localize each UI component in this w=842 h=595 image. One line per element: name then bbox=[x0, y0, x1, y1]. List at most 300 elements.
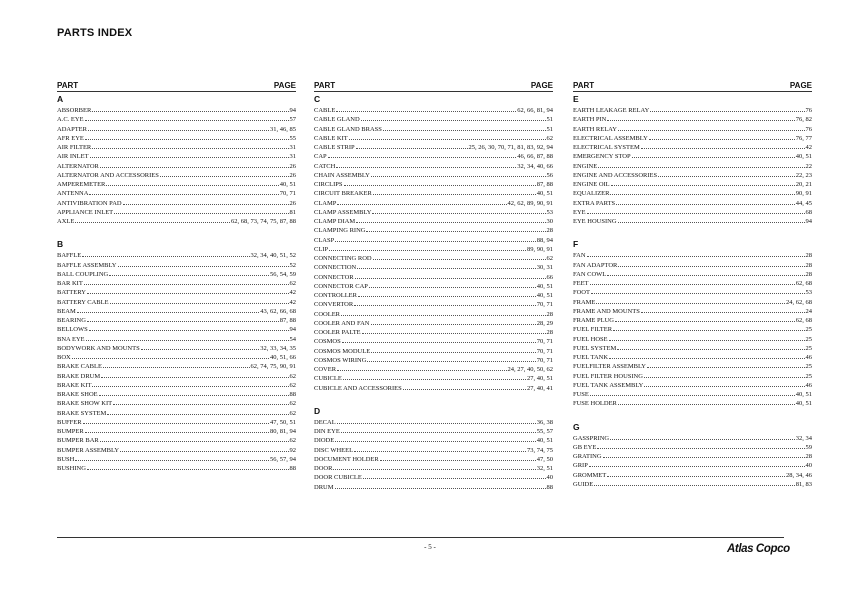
dot-leader bbox=[100, 435, 289, 442]
part-name: EXTRA PARTS bbox=[573, 199, 616, 207]
index-entry bbox=[314, 235, 553, 244]
part-name: FAN ADAPTOR bbox=[573, 261, 618, 269]
page-refs: 62, 74, 75, 90, 91 bbox=[250, 363, 296, 371]
index-entry bbox=[57, 278, 296, 287]
dot-leader bbox=[337, 198, 506, 205]
part-name: BATTERY CABLE bbox=[57, 298, 109, 306]
part-name: CONNECTOR CAP bbox=[314, 282, 368, 290]
page-refs: 42 bbox=[289, 289, 296, 297]
dot-leader bbox=[607, 269, 804, 276]
part-name: CABLE bbox=[314, 107, 336, 114]
dot-leader bbox=[610, 188, 794, 195]
index-entry bbox=[573, 133, 812, 142]
part-name: BOX bbox=[57, 354, 71, 361]
page-refs: 57 bbox=[289, 116, 296, 124]
page-refs: 51 bbox=[546, 116, 553, 124]
part-name: EYE bbox=[573, 208, 586, 216]
dot-leader bbox=[594, 479, 795, 486]
dot-leader bbox=[615, 315, 795, 322]
page-refs: 27, 40, 51 bbox=[527, 375, 553, 383]
page-refs: 32, 33, 34, 35 bbox=[260, 344, 296, 352]
page-header: PAGE bbox=[273, 81, 296, 90]
index-entry bbox=[573, 287, 812, 296]
section-gap bbox=[57, 225, 296, 237]
page-refs: 55, 57 bbox=[536, 428, 553, 435]
page-refs: 76 bbox=[805, 125, 812, 133]
index-entry bbox=[573, 389, 812, 398]
dot-leader bbox=[103, 361, 250, 368]
dot-leader bbox=[607, 114, 794, 121]
part-name: FUEL FILTER bbox=[573, 326, 613, 334]
part-name: BRAKE SHOW KIT bbox=[57, 400, 113, 408]
index-entry bbox=[573, 306, 812, 315]
index-entry bbox=[57, 133, 296, 142]
page-refs: 26 bbox=[289, 171, 296, 179]
dot-leader bbox=[92, 105, 288, 112]
index-entry bbox=[57, 260, 296, 269]
part-name: DOOR CUBICLE bbox=[314, 474, 362, 482]
page-refs: 56, 54, 59 bbox=[270, 270, 296, 278]
part-name: BUFFER bbox=[57, 418, 82, 426]
dot-leader bbox=[87, 315, 279, 322]
index-entry bbox=[57, 170, 296, 179]
index-entry bbox=[573, 451, 812, 460]
part-name: BUSHING bbox=[57, 465, 86, 472]
index-column-3 bbox=[573, 81, 812, 488]
index-entry bbox=[57, 334, 296, 343]
part-name: BRAKE KIT bbox=[57, 381, 92, 389]
index-entry bbox=[314, 262, 553, 271]
index-sections bbox=[573, 94, 812, 488]
page-refs: 31 bbox=[289, 144, 296, 151]
header-rule bbox=[314, 91, 553, 92]
dot-leader bbox=[363, 472, 546, 479]
dot-leader bbox=[589, 460, 805, 467]
index-entry bbox=[573, 179, 812, 188]
header-rule bbox=[57, 91, 296, 92]
index-entry bbox=[314, 272, 553, 281]
index-entry bbox=[573, 207, 812, 216]
part-name: AIR FILTER bbox=[57, 144, 92, 151]
page-refs: 28 bbox=[805, 261, 812, 269]
page-refs: 31, 46, 85 bbox=[270, 125, 296, 133]
page-refs: 40 bbox=[805, 462, 812, 470]
section-letter: G bbox=[573, 421, 580, 432]
part-name: DISC WHEEL bbox=[314, 446, 354, 454]
index-entry bbox=[573, 380, 812, 389]
part-name: CONNECTING ROD bbox=[314, 255, 372, 262]
part-name: CUBICLE AND ACCESSORIES bbox=[314, 384, 402, 392]
index-entry bbox=[57, 250, 296, 259]
part-name: BODYWORK AND MOUNTS bbox=[57, 344, 140, 352]
dot-leader bbox=[641, 306, 805, 313]
page-refs: 62, 68 bbox=[795, 280, 812, 287]
index-entry bbox=[314, 417, 553, 426]
section-letter: C bbox=[314, 94, 321, 104]
page-refs: 47, 50 bbox=[536, 455, 553, 463]
index-entry bbox=[314, 124, 553, 133]
index-entry bbox=[314, 188, 553, 197]
index-entry bbox=[314, 309, 553, 318]
dot-leader bbox=[613, 324, 804, 331]
index-entry bbox=[57, 315, 296, 324]
part-name: ELECTRICAL SYSTEM bbox=[573, 144, 640, 151]
index-entry bbox=[573, 398, 812, 407]
page-refs: 26 bbox=[289, 162, 296, 170]
page-refs: 40, 51 bbox=[536, 282, 553, 290]
page-refs: 40, 51 bbox=[795, 391, 812, 398]
index-entry bbox=[57, 198, 296, 207]
part-name: BNA EYE bbox=[57, 335, 85, 343]
page-refs: 42 bbox=[289, 298, 296, 306]
index-sections bbox=[314, 94, 553, 491]
index-entry bbox=[314, 472, 553, 481]
page-refs: 53 bbox=[805, 289, 812, 297]
page-refs: 62 bbox=[289, 409, 296, 417]
dot-leader bbox=[99, 389, 289, 396]
page-refs: 32, 34, 40, 66 bbox=[517, 162, 553, 170]
page-refs: 81, 83 bbox=[795, 480, 812, 488]
page-refs: 46 bbox=[805, 354, 812, 361]
page-refs: 42 bbox=[805, 144, 812, 151]
part-name: CLASP bbox=[314, 236, 335, 244]
page-refs: 47, 50, 51 bbox=[270, 418, 296, 426]
index-entry bbox=[573, 433, 812, 442]
dot-leader bbox=[403, 383, 526, 390]
dot-leader bbox=[328, 151, 517, 158]
part-name: BEARING bbox=[57, 317, 86, 324]
index-entry bbox=[57, 269, 296, 278]
index-entry bbox=[57, 417, 296, 426]
part-name: ENGINE bbox=[573, 162, 598, 170]
part-name: BELLOWS bbox=[57, 326, 88, 334]
dot-leader bbox=[349, 133, 546, 140]
part-name: CONNECTION bbox=[314, 264, 357, 272]
index-column-2 bbox=[314, 81, 553, 491]
index-entry bbox=[314, 463, 553, 472]
dot-leader bbox=[106, 179, 278, 186]
part-header: PART bbox=[573, 81, 595, 90]
dot-leader bbox=[367, 355, 535, 362]
index-entry bbox=[314, 216, 553, 225]
dot-leader bbox=[87, 463, 289, 470]
dot-leader bbox=[89, 324, 289, 331]
index-entry bbox=[573, 216, 812, 225]
section-gap bbox=[573, 408, 812, 420]
dot-leader bbox=[337, 364, 506, 371]
page-refs: 40, 51 bbox=[536, 292, 553, 299]
atlas-copco-logo: Atlas Copco bbox=[727, 543, 790, 555]
page-refs: 31 bbox=[289, 153, 296, 161]
dot-leader bbox=[141, 343, 260, 350]
index-entry bbox=[573, 142, 812, 151]
dot-leader bbox=[362, 327, 546, 334]
part-name: DOCUMENT HOLDER bbox=[314, 455, 379, 463]
page-refs: 22, 23 bbox=[795, 171, 812, 179]
index-entry bbox=[57, 151, 296, 160]
page-refs: 73, 74, 75 bbox=[527, 446, 553, 454]
index-entry bbox=[573, 260, 812, 269]
page-refs: 88 bbox=[289, 465, 296, 472]
section-gap bbox=[314, 392, 553, 404]
dot-leader bbox=[160, 170, 289, 177]
part-name: CLAMP ASSEMBLY bbox=[314, 208, 372, 216]
dot-leader bbox=[75, 216, 230, 223]
page-refs: 25 bbox=[805, 363, 812, 371]
part-name: EARTH PIN bbox=[573, 116, 607, 124]
part-name: CLAMP DIAM bbox=[314, 218, 356, 225]
page-refs: 43, 62, 66, 68 bbox=[260, 307, 296, 315]
part-name: AFR EYE bbox=[57, 134, 84, 142]
dot-leader bbox=[118, 260, 289, 267]
section-letter: F bbox=[573, 239, 579, 250]
dot-leader bbox=[372, 207, 545, 214]
dot-leader bbox=[361, 114, 546, 121]
part-name: ANTENNA bbox=[57, 190, 89, 198]
dot-leader bbox=[380, 454, 536, 461]
index-entry bbox=[57, 426, 296, 435]
part-name: FAN COWL bbox=[573, 270, 607, 278]
index-entry bbox=[573, 297, 812, 306]
page-refs: 28 bbox=[805, 270, 812, 278]
index-entry bbox=[57, 114, 296, 123]
page-refs: 30, 31 bbox=[536, 264, 553, 272]
dot-leader bbox=[373, 253, 546, 260]
index-entry bbox=[57, 463, 296, 472]
page-refs: 26 bbox=[289, 199, 296, 207]
index-entry bbox=[314, 290, 553, 299]
part-name: CATCH bbox=[314, 162, 336, 170]
dot-leader bbox=[356, 142, 468, 149]
page-refs: 28 bbox=[805, 252, 812, 260]
dot-leader bbox=[114, 207, 288, 214]
dot-leader bbox=[609, 334, 805, 341]
dot-leader bbox=[343, 373, 526, 380]
dot-leader bbox=[86, 334, 289, 341]
part-name: AXLE bbox=[57, 218, 75, 225]
index-entry bbox=[573, 352, 812, 361]
index-entry bbox=[573, 105, 812, 114]
part-name: CABLE KIT bbox=[314, 134, 348, 142]
index-entry bbox=[314, 142, 553, 151]
index-entry bbox=[57, 105, 296, 114]
page-refs: 25, 26, 30, 70, 71, 81, 83, 92, 94 bbox=[468, 144, 553, 151]
part-name: EARTH LEAKAGE RELAY bbox=[573, 107, 650, 114]
dot-leader bbox=[618, 260, 804, 267]
part-header: PART bbox=[314, 81, 336, 90]
page-refs: 25 bbox=[805, 326, 812, 334]
index-entry bbox=[57, 161, 296, 170]
part-name: A.C. EYE bbox=[57, 116, 84, 124]
part-name: ENGINE OIL bbox=[573, 181, 610, 188]
dot-leader bbox=[356, 216, 545, 223]
part-name: BAR KIT bbox=[57, 280, 83, 287]
part-name: BAFFLE ASSEMBLY bbox=[57, 261, 117, 269]
part-name: GRIP bbox=[573, 462, 588, 470]
page-refs: 70, 71 bbox=[536, 356, 553, 364]
page-refs: 81 bbox=[289, 208, 296, 216]
part-name: COSMOS bbox=[314, 338, 341, 346]
section-letter: E bbox=[573, 94, 579, 104]
page-refs: 55 bbox=[289, 134, 296, 142]
part-name: COSMOS WIRING bbox=[314, 356, 367, 364]
index-entry bbox=[314, 253, 553, 262]
page-refs: 28, 29 bbox=[536, 319, 553, 327]
page-refs: 90, 91 bbox=[795, 190, 812, 198]
part-name: CONNECTOR bbox=[314, 273, 354, 281]
part-name: COOLER AND FAN bbox=[314, 319, 370, 327]
page-refs: 62 bbox=[289, 381, 296, 389]
part-name: CLAMP bbox=[314, 199, 337, 207]
index-entry bbox=[57, 371, 296, 380]
index-entry bbox=[314, 327, 553, 336]
page-refs: 24, 62, 68 bbox=[786, 298, 812, 306]
dot-leader bbox=[358, 290, 536, 297]
index-entry bbox=[57, 188, 296, 197]
part-name: DOOR bbox=[314, 465, 333, 472]
dot-leader bbox=[342, 336, 536, 343]
index-entry bbox=[314, 151, 553, 160]
page-refs: 53 bbox=[546, 208, 553, 216]
part-name: FAN bbox=[573, 252, 586, 260]
index-entry bbox=[573, 460, 812, 469]
dot-leader bbox=[100, 161, 289, 168]
column-header bbox=[573, 81, 812, 90]
page-refs: 40, 51 bbox=[795, 400, 812, 408]
page-refs: 62 bbox=[289, 280, 296, 287]
section-gap bbox=[573, 225, 812, 237]
dot-leader bbox=[72, 352, 269, 359]
page-refs: 76, 77 bbox=[795, 134, 812, 142]
part-name: BUMPER BAR bbox=[57, 437, 99, 445]
index-entry bbox=[314, 346, 553, 355]
part-name: CIRCUIT BREAKER bbox=[314, 190, 372, 198]
part-name: FEET bbox=[573, 280, 589, 287]
part-name: GUIDE bbox=[573, 480, 594, 488]
page-refs: 59 bbox=[805, 443, 812, 451]
part-name: COOLER PALTE bbox=[314, 329, 361, 336]
page-refs: 62 bbox=[546, 255, 553, 262]
dot-leader bbox=[597, 442, 804, 449]
part-name: APPLIANCE INLET bbox=[57, 208, 114, 216]
index-entry bbox=[314, 336, 553, 345]
dot-leader bbox=[113, 398, 288, 405]
page-refs: 44, 45 bbox=[795, 199, 812, 207]
dot-leader bbox=[85, 133, 289, 140]
index-entry bbox=[57, 324, 296, 333]
part-name: BRAKE SHOE bbox=[57, 391, 98, 398]
index-entry bbox=[573, 161, 812, 170]
index-entry bbox=[573, 334, 812, 343]
page-refs: 68 bbox=[805, 208, 812, 216]
index-entry bbox=[314, 435, 553, 444]
dot-leader bbox=[77, 306, 259, 313]
dot-leader bbox=[101, 371, 288, 378]
part-name: BRAKE DRUM bbox=[57, 372, 101, 380]
index-entry bbox=[573, 324, 812, 333]
part-name: ANTIVIBRATION PAD bbox=[57, 199, 122, 207]
page-refs: 70, 71 bbox=[279, 190, 296, 198]
index-entry bbox=[314, 105, 553, 114]
dot-leader bbox=[650, 105, 804, 112]
page-refs: 30 bbox=[546, 218, 553, 225]
index-entry bbox=[314, 373, 553, 382]
index-entry bbox=[573, 479, 812, 488]
index-entry bbox=[573, 198, 812, 207]
dot-leader bbox=[591, 287, 805, 294]
dot-leader bbox=[341, 309, 546, 316]
page-refs: 87, 88 bbox=[536, 181, 553, 188]
index-entry bbox=[314, 318, 553, 327]
dot-leader bbox=[84, 278, 289, 285]
dot-leader bbox=[644, 380, 804, 387]
index-entry bbox=[573, 250, 812, 259]
dot-leader bbox=[371, 318, 536, 325]
page-refs: 20, 21 bbox=[795, 181, 812, 188]
section-letter: B bbox=[57, 239, 64, 250]
page-title: PARTS INDEX bbox=[57, 27, 133, 39]
part-name: FUSE bbox=[573, 391, 589, 398]
index-entry bbox=[314, 207, 553, 216]
page-refs: 40, 51 bbox=[536, 437, 553, 445]
dot-leader bbox=[366, 225, 545, 232]
part-name: BUMPER ASSEMBLY bbox=[57, 446, 120, 454]
part-name: FUELFILTER ASSEMBLY bbox=[573, 363, 646, 371]
part-name: FRAME bbox=[573, 298, 596, 306]
part-name: BALL COUPLING bbox=[57, 270, 109, 278]
dot-leader bbox=[85, 426, 269, 433]
part-name: ALTERNATOR AND ACCESSORIES bbox=[57, 171, 159, 179]
index-entry bbox=[314, 198, 553, 207]
page-refs: 70, 71 bbox=[536, 301, 553, 309]
index-entry bbox=[314, 482, 553, 491]
index-entry bbox=[57, 380, 296, 389]
part-name: EQUALIZER bbox=[573, 190, 610, 198]
part-name: ALTERNATOR bbox=[57, 162, 99, 170]
part-header: PART bbox=[57, 81, 79, 90]
index-sections bbox=[57, 94, 296, 472]
dot-leader bbox=[329, 244, 526, 251]
page-refs: 28 bbox=[805, 453, 812, 460]
dot-leader bbox=[82, 250, 249, 257]
dot-leader bbox=[607, 470, 785, 477]
dot-leader bbox=[120, 445, 288, 452]
index-entry bbox=[314, 445, 553, 454]
index-entry bbox=[314, 281, 553, 290]
page-refs: 25 bbox=[805, 335, 812, 343]
part-name: GRATING bbox=[573, 453, 602, 460]
dot-leader bbox=[598, 161, 804, 168]
part-name: DIODE bbox=[314, 437, 335, 445]
index-entry bbox=[57, 398, 296, 407]
part-name: FUEL TANK ASSEMBLY bbox=[573, 381, 644, 389]
index-entry bbox=[573, 315, 812, 324]
page-refs: 76, 82 bbox=[795, 116, 812, 124]
dot-leader bbox=[90, 151, 289, 158]
index-entry bbox=[57, 142, 296, 151]
dot-leader bbox=[107, 408, 288, 415]
page-refs: 80, 81, 94 bbox=[270, 428, 296, 435]
part-name: CAP bbox=[314, 153, 327, 161]
index-entry bbox=[314, 383, 553, 392]
dot-leader bbox=[596, 297, 785, 304]
dot-leader bbox=[618, 124, 805, 131]
page-refs: 94 bbox=[805, 218, 812, 225]
part-name: BATTERY bbox=[57, 289, 86, 297]
section-letter: D bbox=[314, 405, 321, 416]
page-refs: 40, 51, 66 bbox=[270, 354, 296, 361]
dot-leader bbox=[344, 179, 536, 186]
